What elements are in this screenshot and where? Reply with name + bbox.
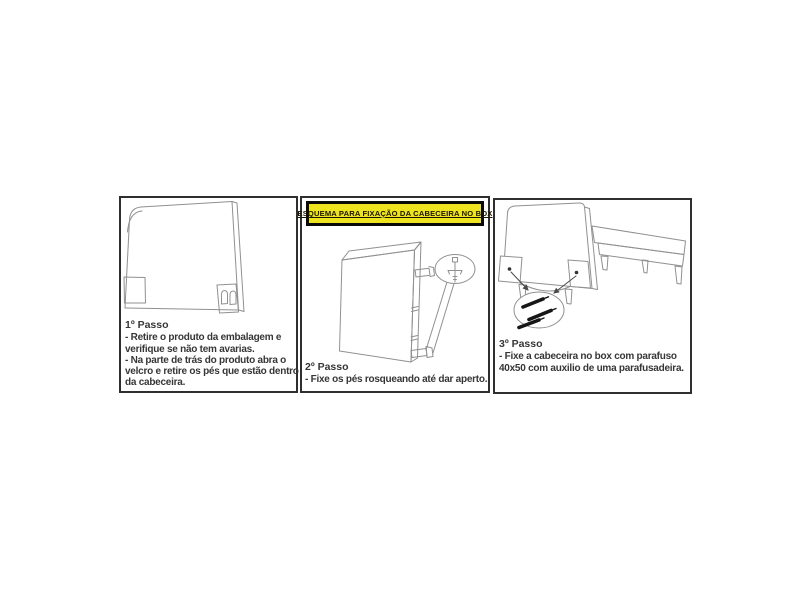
- step-2-title: 2º Passo: [305, 361, 349, 373]
- foot-inside-pocket: [222, 291, 228, 305]
- box-top-face: [592, 226, 686, 255]
- screw-point-dot: [575, 271, 579, 275]
- foot-inside-pocket: [230, 291, 236, 305]
- step-2-panel: [297, 196, 493, 393]
- box-leg: [675, 266, 682, 284]
- box-leg: [642, 260, 648, 273]
- step-1-line: - Retire o produto da embalagem e: [125, 332, 282, 344]
- step-3-title: 3º Passo: [499, 338, 543, 350]
- headboard-corner-seam: [128, 211, 143, 232]
- box-front-face: [598, 243, 684, 266]
- headboard-side-face: [411, 242, 421, 362]
- step-1-line: verifique se não tem avarias.: [125, 343, 255, 355]
- step-1-line: velcro e retire os pés que estão dentro: [125, 366, 299, 378]
- headboard-leg: [565, 289, 572, 304]
- step-3-text: [499, 339, 684, 374]
- step-3-panel: [493, 198, 692, 394]
- step-3-line: 40x50 com auxilio de uma parafusadeira.: [499, 362, 684, 374]
- step-1-panel: [119, 196, 298, 393]
- step-1-line: da cabeceira.: [125, 377, 186, 389]
- magnifier-leader-lines: [426, 282, 454, 353]
- step-2-text: [305, 362, 490, 386]
- upper-foot: [415, 268, 430, 277]
- magnifier-circle: [514, 292, 564, 328]
- headboard-back-face: [340, 250, 415, 362]
- step-1-text: [125, 320, 299, 389]
- step-3-line: - Fixe a cabeceira no box com parafuso: [499, 351, 677, 363]
- box-leg: [601, 256, 608, 270]
- lower-foot: [411, 349, 427, 358]
- screw-point-dot: [508, 267, 512, 271]
- step-1-title: 1º Passo: [125, 319, 169, 331]
- step-2-line: - Fixe os pés rosqueando até dar aperto..: [305, 374, 490, 386]
- fixing-flap-right: [568, 260, 591, 288]
- velcro-pocket-left: [124, 277, 146, 303]
- title-banner-label: ESQUEMA PARA FIXAÇÃO DA CABECEIRA NO BOX: [297, 209, 493, 218]
- step-1-line: - Na parte de trás do produto abra o: [125, 354, 287, 366]
